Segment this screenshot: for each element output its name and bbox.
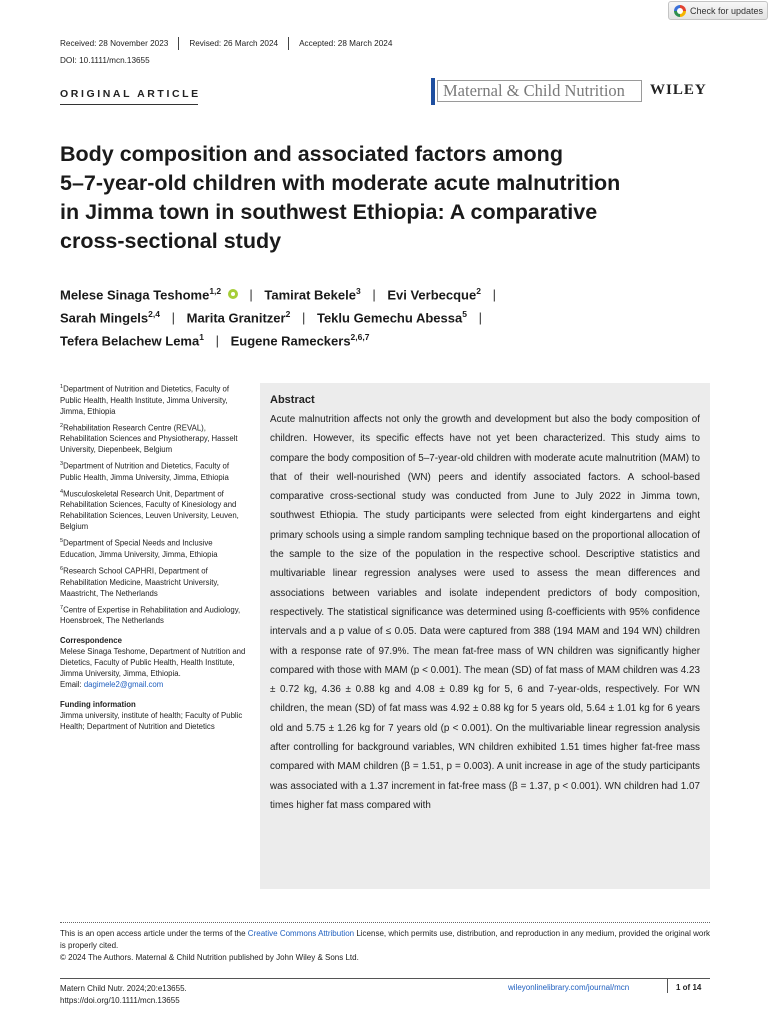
author-name: Marita Granitzer: [186, 310, 286, 326]
author-separator: |: [215, 333, 219, 349]
footer-citation-block: [60, 983, 187, 1007]
title-line: 5–7-year-old children with moderate acute malnutrition: [60, 171, 621, 195]
affiliations-column: [60, 382, 250, 732]
affiliation-number: 1: [60, 384, 64, 390]
article-type: ORIGINAL ARTICLE: [60, 88, 201, 100]
author-affil-sup: 3: [355, 286, 361, 296]
author-name: Teklu Gemechu Abessa: [316, 310, 463, 326]
author-separator: |: [372, 287, 376, 303]
affiliation-text: Research School CAPHRI, Department of Rehabilitation Medicine, Maastricht University, Maastricht, The Netherlands: [60, 566, 219, 598]
affiliation-number: 7: [60, 604, 64, 611]
email-link[interactable]: dagimele2@gmail.com: [83, 680, 164, 690]
author-separator: |: [171, 310, 175, 326]
orcid-icon[interactable]: [228, 289, 238, 299]
check-for-updates-label: Check for updates: [690, 5, 764, 16]
author-separator: |: [478, 310, 482, 326]
license-text-post: License, which permits use, distribution, and reproduction in any medium, provided the original work is properly cited.: [60, 929, 711, 950]
article-doi: DOI: 10.1111/mcn.13655: [60, 56, 150, 65]
affiliation: [60, 459, 250, 483]
author-separator: |: [249, 287, 253, 303]
affiliation: [60, 382, 250, 417]
footer-citation: Matern Child Nutr. 2024;20:e13655.: [60, 984, 187, 993]
revised-date: Revised: 26 March 2024: [179, 37, 289, 50]
author-name: Eugene Rameckers: [230, 333, 351, 349]
affiliation: [60, 487, 250, 533]
author-list: [60, 286, 720, 355]
copyright-notice: © 2024 The Authors. Maternal & Child Nutrition published by John Wiley & Sons Ltd.: [60, 953, 359, 962]
funding-text: Jimma university, institute of health; Faculty of Public Health; Department of Nutrition and Dietetics: [60, 711, 243, 732]
accepted-date: Accepted: 28 March 2024: [299, 39, 393, 48]
article-type-rule: [60, 104, 198, 105]
author-affil-sup: 1,2: [209, 286, 222, 296]
author-name: Tamirat Bekele: [264, 287, 356, 303]
correspondence-heading: Correspondence: [60, 636, 122, 646]
correspondence-text: Melese Sinaga Teshome, Department of Nutrition and Dietetics, Faculty of Public Health, Health Institute, Jimma University, Jimma, Ethiopia.: [60, 647, 246, 679]
license-text-pre: This is an open access article under the terms of the: [60, 929, 248, 938]
footer-site-link[interactable]: wileyonlinelibrary.com/journal/mcn: [508, 983, 630, 992]
author-name: Evi Verbecque: [387, 287, 477, 303]
title-line: in Jimma town in southwest Ethiopia: A comparative: [60, 200, 598, 224]
author-affil-sup: 5: [462, 309, 467, 319]
journal-logo-bar: [431, 78, 435, 105]
license-divider: [60, 922, 710, 923]
author-affil-sup: 2: [285, 309, 291, 319]
funding-heading: Funding information: [60, 700, 136, 710]
footer-divider: [667, 979, 668, 993]
article-dates: [60, 37, 402, 50]
received-date: Received: 28 November 2023: [60, 37, 179, 50]
crossmark-icon: [674, 5, 686, 17]
author-separator: |: [301, 310, 306, 326]
license-notice: [60, 928, 710, 964]
affiliation-number: 3: [60, 461, 64, 468]
affiliation-text: Rehabilitation Research Centre (REVAL), Rehabilitation Sciences and Physiotherapy, Hasselt University, Diepenbeek, Belgium: [60, 423, 238, 455]
check-for-updates-button[interactable]: [668, 1, 768, 20]
footer-rule: [60, 978, 710, 979]
email-label: Email:: [60, 680, 84, 690]
creative-commons-link[interactable]: Creative Commons Attribution: [247, 929, 355, 938]
abstract-box: [260, 383, 710, 889]
affiliation: [60, 564, 250, 599]
abstract-heading: Abstract: [270, 394, 315, 406]
affiliation-text: Centre of Expertise in Rehabilitation and Audiology, Hoensbroek, The Netherlands: [60, 605, 241, 626]
title-line: Body composition and associated factors among: [60, 142, 563, 166]
affiliation: [60, 421, 250, 456]
footer-doi-link[interactable]: https://doi.org/10.1111/mcn.13655: [60, 996, 180, 1005]
author-affil-sup: 2,6,7: [350, 332, 370, 342]
affiliation-number: 6: [60, 565, 64, 572]
journal-name: Maternal & Child Nutrition: [437, 80, 642, 102]
affiliation-text: Department of Special Needs and Inclusive Education, Jimma University, Jimma, Ethiopia: [60, 538, 218, 559]
author-name: Melese Sinaga Teshome: [60, 287, 210, 303]
affiliation-number: 5: [60, 538, 64, 545]
author-name: Tefera Belachew Lema: [60, 333, 200, 349]
author-affil-sup: 2,4: [148, 309, 160, 319]
article-title: [60, 140, 710, 256]
affiliation: [60, 536, 250, 560]
author-affil-sup: 2: [476, 286, 481, 296]
publisher-logo: WILEY: [650, 82, 707, 98]
page-number: 1 of 14: [676, 983, 702, 992]
abstract-text: Acute malnutrition affects not only the growth and development but also the body composition of children. However, its specific effects have not yet been characterized. This study aims to compare the body composition of 5–7-year-old children with moderate acute malnutrition (MAM) to that of their well-nourished (WN) peers and identify associated factors. A school-based comparative cross-sectional study was conducted from June to July 2022 in Jimma town, southwest Ethiopia. The study participants were selected from eight kindergartens and eight primary schools using a simple random sampling technique based on the proportional allocation of the sample to the size of the population in the respective school. Descriptive statistics and multivariable linear regression analyses were used to assess the mean differences and associations between variables and isolate independent predictors of body composition, respectively. The statistical significance was determined using ß-coefficients with 95% confidence intervals and a p value of ≤ 0.05. Data were captured from 388 (194 MAM and 194 WN) children with a response rate of 97.9%. The mean fat-free mass of WN children was significantly higher compared with those with MAM (p < 0.001). The mean (SD) of fat mass of MAM children was 4.23 ± 0.72 kg, 4.36 ± 0.88 kg and 4.08 ± 0.89 kg for 5, 6 and 7-year-olds, respectively. For WN children, the mean (SD) of fat mass was 4.92 ± 0.88 kg for 5 years old, 5.64 ± 1.01 kg for 6 years old and 5.75 ± 1.26 kg for 7 years old (p < 0.001). On the multivariable linear regression analysis after controlling for background variables, WN children exhibited 1.51 times higher fat-free mass compared with MAM children (β = 1.51, p = 0.003). A unit increase in age of the study participants was associated with a 1.37 increment in fat-free mass (β = 1.37, p < 0.001). WN children had 1.07 times higher fat mass compared with: [270, 414, 700, 811]
affiliation-text: Department of Nutrition and Dietetics, Faculty of Public Health, Jimma University, Jimma, Ethiopia: [60, 461, 230, 482]
affiliation: [60, 603, 250, 627]
author-affil-sup: 1: [199, 332, 204, 342]
affiliation-number: 2: [60, 422, 64, 429]
author-name: Sarah Mingels: [60, 310, 149, 326]
affiliation-text: Department of Nutrition and Dietetics, Faculty of Public Health, Health Institute, Jimma University, Jimma, Ethiopia: [60, 384, 230, 416]
affiliation-number: 4: [60, 488, 64, 495]
affiliation-text: Musculoskeletal Research Unit, Department of Rehabilitation Sciences, Faculty of Kinesiology and Rehabilitation Sciences, Leuven University, Leuven, Belgium: [60, 489, 239, 532]
correspondence-email: [60, 679, 250, 690]
author-separator: |: [492, 287, 496, 303]
title-line: cross-sectional study: [60, 229, 282, 253]
